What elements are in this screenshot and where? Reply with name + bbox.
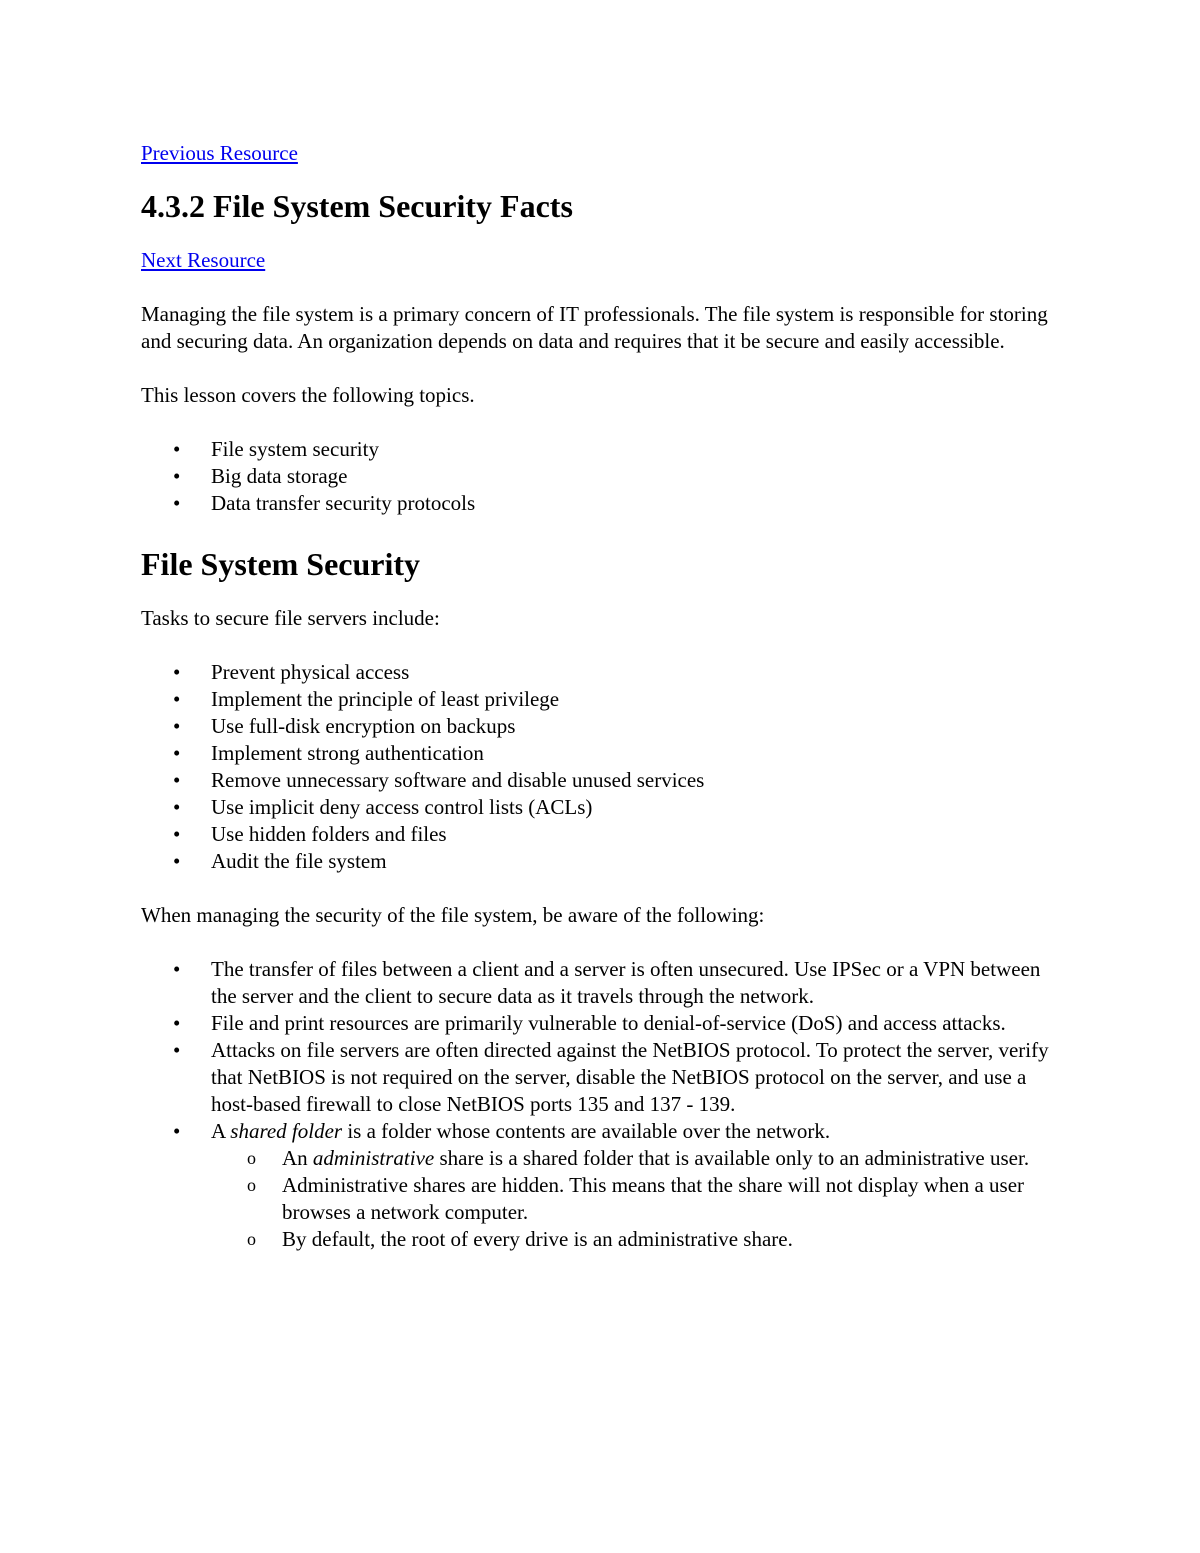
aware-lead: When managing the security of the file system, be aware of the following:: [141, 903, 765, 927]
aware-list: [141, 956, 1071, 1253]
page-title: 4.3.2 File System Security Facts: [141, 188, 573, 224]
list-item: • Use full-disk encryption on backups: [211, 713, 1071, 740]
list-item: • Prevent physical access: [211, 659, 1071, 686]
list-item: • Data transfer security protocols: [211, 490, 1071, 517]
list-item: • The transfer of files between a client and a server is often unsecured. Use IPSec or a VPN between the server and the client to secure data as it travels through the network.: [211, 956, 1071, 1010]
admin-prefix: An: [282, 1146, 313, 1170]
section-heading-file-system-security: File System Security: [141, 546, 421, 582]
topics-lead: This lesson covers the following topics.: [141, 383, 475, 407]
tasks-lead: Tasks to secure file servers include:: [141, 606, 440, 630]
list-item: • Audit the file system: [211, 848, 1071, 875]
admin-term: administrative: [312, 1146, 435, 1170]
shared-folder-sublist: [211, 1145, 1071, 1253]
topics-list: [141, 436, 1071, 517]
previous-resource-row: [141, 140, 1071, 167]
next-resource-link[interactable]: Next Resource: [141, 248, 266, 272]
list-item: • Implement strong authentication: [211, 740, 1071, 767]
previous-resource-link[interactable]: Previous Resource: [141, 141, 298, 165]
list-item: • Use hidden folders and files: [211, 821, 1071, 848]
next-resource-row: [141, 247, 1071, 274]
list-item: • Big data storage: [211, 463, 1071, 490]
list-item: • File and print resources are primarily vulnerable to denial-of-service (DoS) and access attacks.: [211, 1010, 1071, 1037]
list-item: • Implement the principle of least privilege: [211, 686, 1071, 713]
shared-folder-prefix: A: [211, 1119, 231, 1143]
list-item: • Use implicit deny access control lists (ACLs): [211, 794, 1071, 821]
shared-folder-suffix: is a folder whose contents are available over the network.: [342, 1119, 831, 1143]
tasks-list: [141, 659, 1071, 875]
sub-list-item-administrative: [282, 1145, 1071, 1172]
shared-folder-term: shared folder: [230, 1119, 343, 1143]
sub-list-item: o By default, the root of every drive is an administrative share.: [282, 1226, 1071, 1253]
admin-suffix: share is a shared folder that is available only to an administrative user.: [434, 1146, 1030, 1170]
list-item-shared-folder: [211, 1118, 1071, 1253]
list-item: • File system security: [211, 436, 1071, 463]
document-page: [141, 140, 1071, 1280]
list-item: • Remove unnecessary software and disable unused services: [211, 767, 1071, 794]
list-item: • Attacks on file servers are often directed against the NetBIOS protocol. To protect the server, verify that NetBIOS is not required on the server, disable the NetBIOS protocol on the server, and use a host-based firewall to close NetBIOS ports 135 and 137 - 139.: [211, 1037, 1071, 1118]
intro-paragraph: Managing the file system is a primary concern of IT professionals. The file system is responsible for storing and securing data. An organization depends on data and requires that it be secure and easily accessible.: [141, 302, 1048, 353]
sub-list-item: o Administrative shares are hidden. This means that the share will not display when a user browses a network computer.: [282, 1172, 1071, 1226]
